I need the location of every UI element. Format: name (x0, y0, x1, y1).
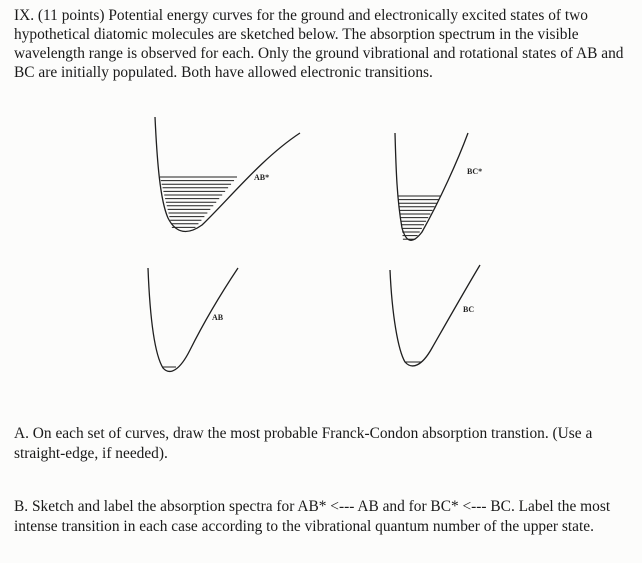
problem-intro: IX. (11 points) Potential energy curves for the ground and electronically excited states of two hypothetical diatomic molecules are sketched below. The absorption spectrum in the visible wavelength range is observed for each. Only the ground vibrational and rotational states of AB and BC are initially populated. Both have allowed electronic transitions. (14, 7, 624, 81)
ab-ground-label: AB (212, 313, 224, 322)
bc-excited-vibrational-levels (398, 196, 441, 239)
bc-ground-curve (390, 265, 480, 366)
bc-ground-label: BC (463, 305, 475, 314)
question-b: B. Sketch and label the absorption spectra for AB* <--- AB and for BC* <--- BC. Label the most intense transition in each case according to the vibrational quantum number of the upper state. (14, 498, 611, 535)
ab-ground-curve (148, 268, 238, 371)
potential-energy-curves-figure (0, 100, 642, 400)
question-a: A. On each set of curves, draw the most probable Franck-Condon absorption transtion. (Use a straight-edge, if needed). (14, 425, 593, 462)
ab-excited-label: AB* (254, 173, 270, 182)
ab-excited-curve (155, 117, 300, 231)
bc-excited-curve (395, 133, 468, 240)
bc-excited-label: BC* (467, 167, 483, 176)
ab-excited-vibrational-levels (160, 177, 237, 227)
